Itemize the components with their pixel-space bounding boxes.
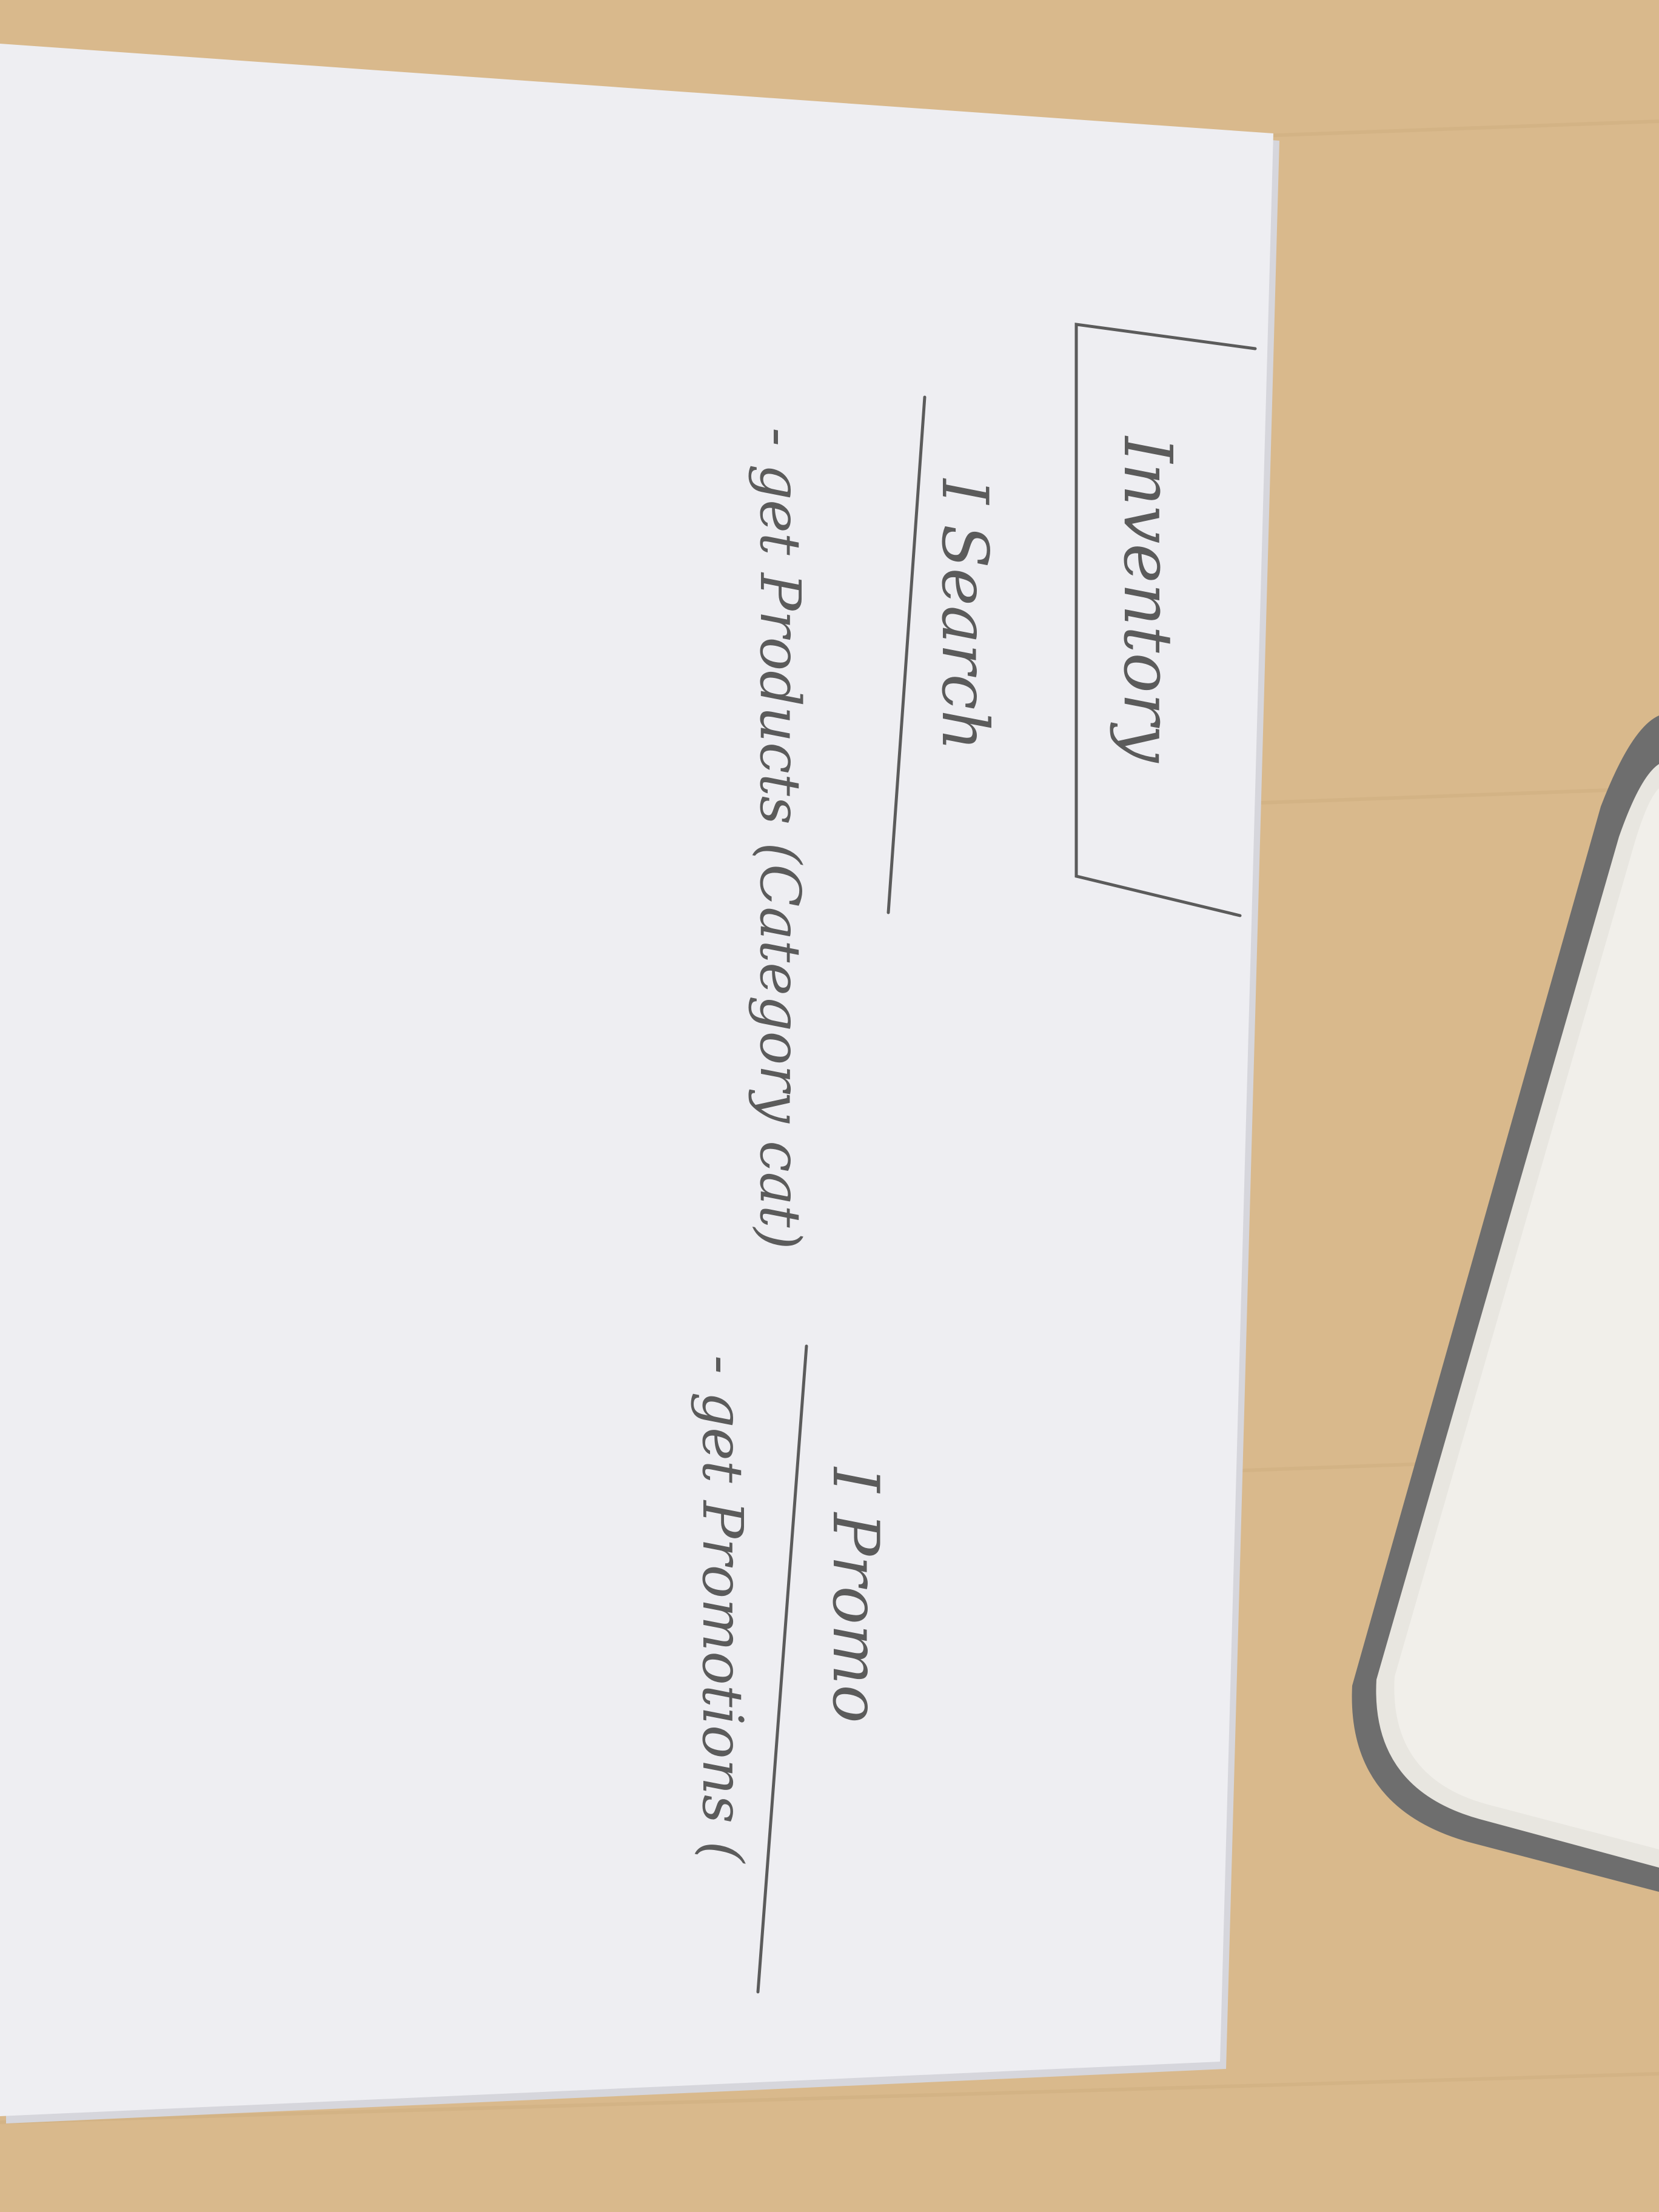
paper-sheet [0, 44, 1279, 2123]
promo-interface-name: I Promo [819, 1467, 893, 1723]
search-interface-method: - get Products (Category cat) [748, 427, 813, 1250]
promo-interface-method: - get Promotions ( [690, 1355, 755, 1863]
inventory-class-title: Inventory [1109, 437, 1187, 763]
search-interface-name: I Search [928, 479, 1002, 751]
